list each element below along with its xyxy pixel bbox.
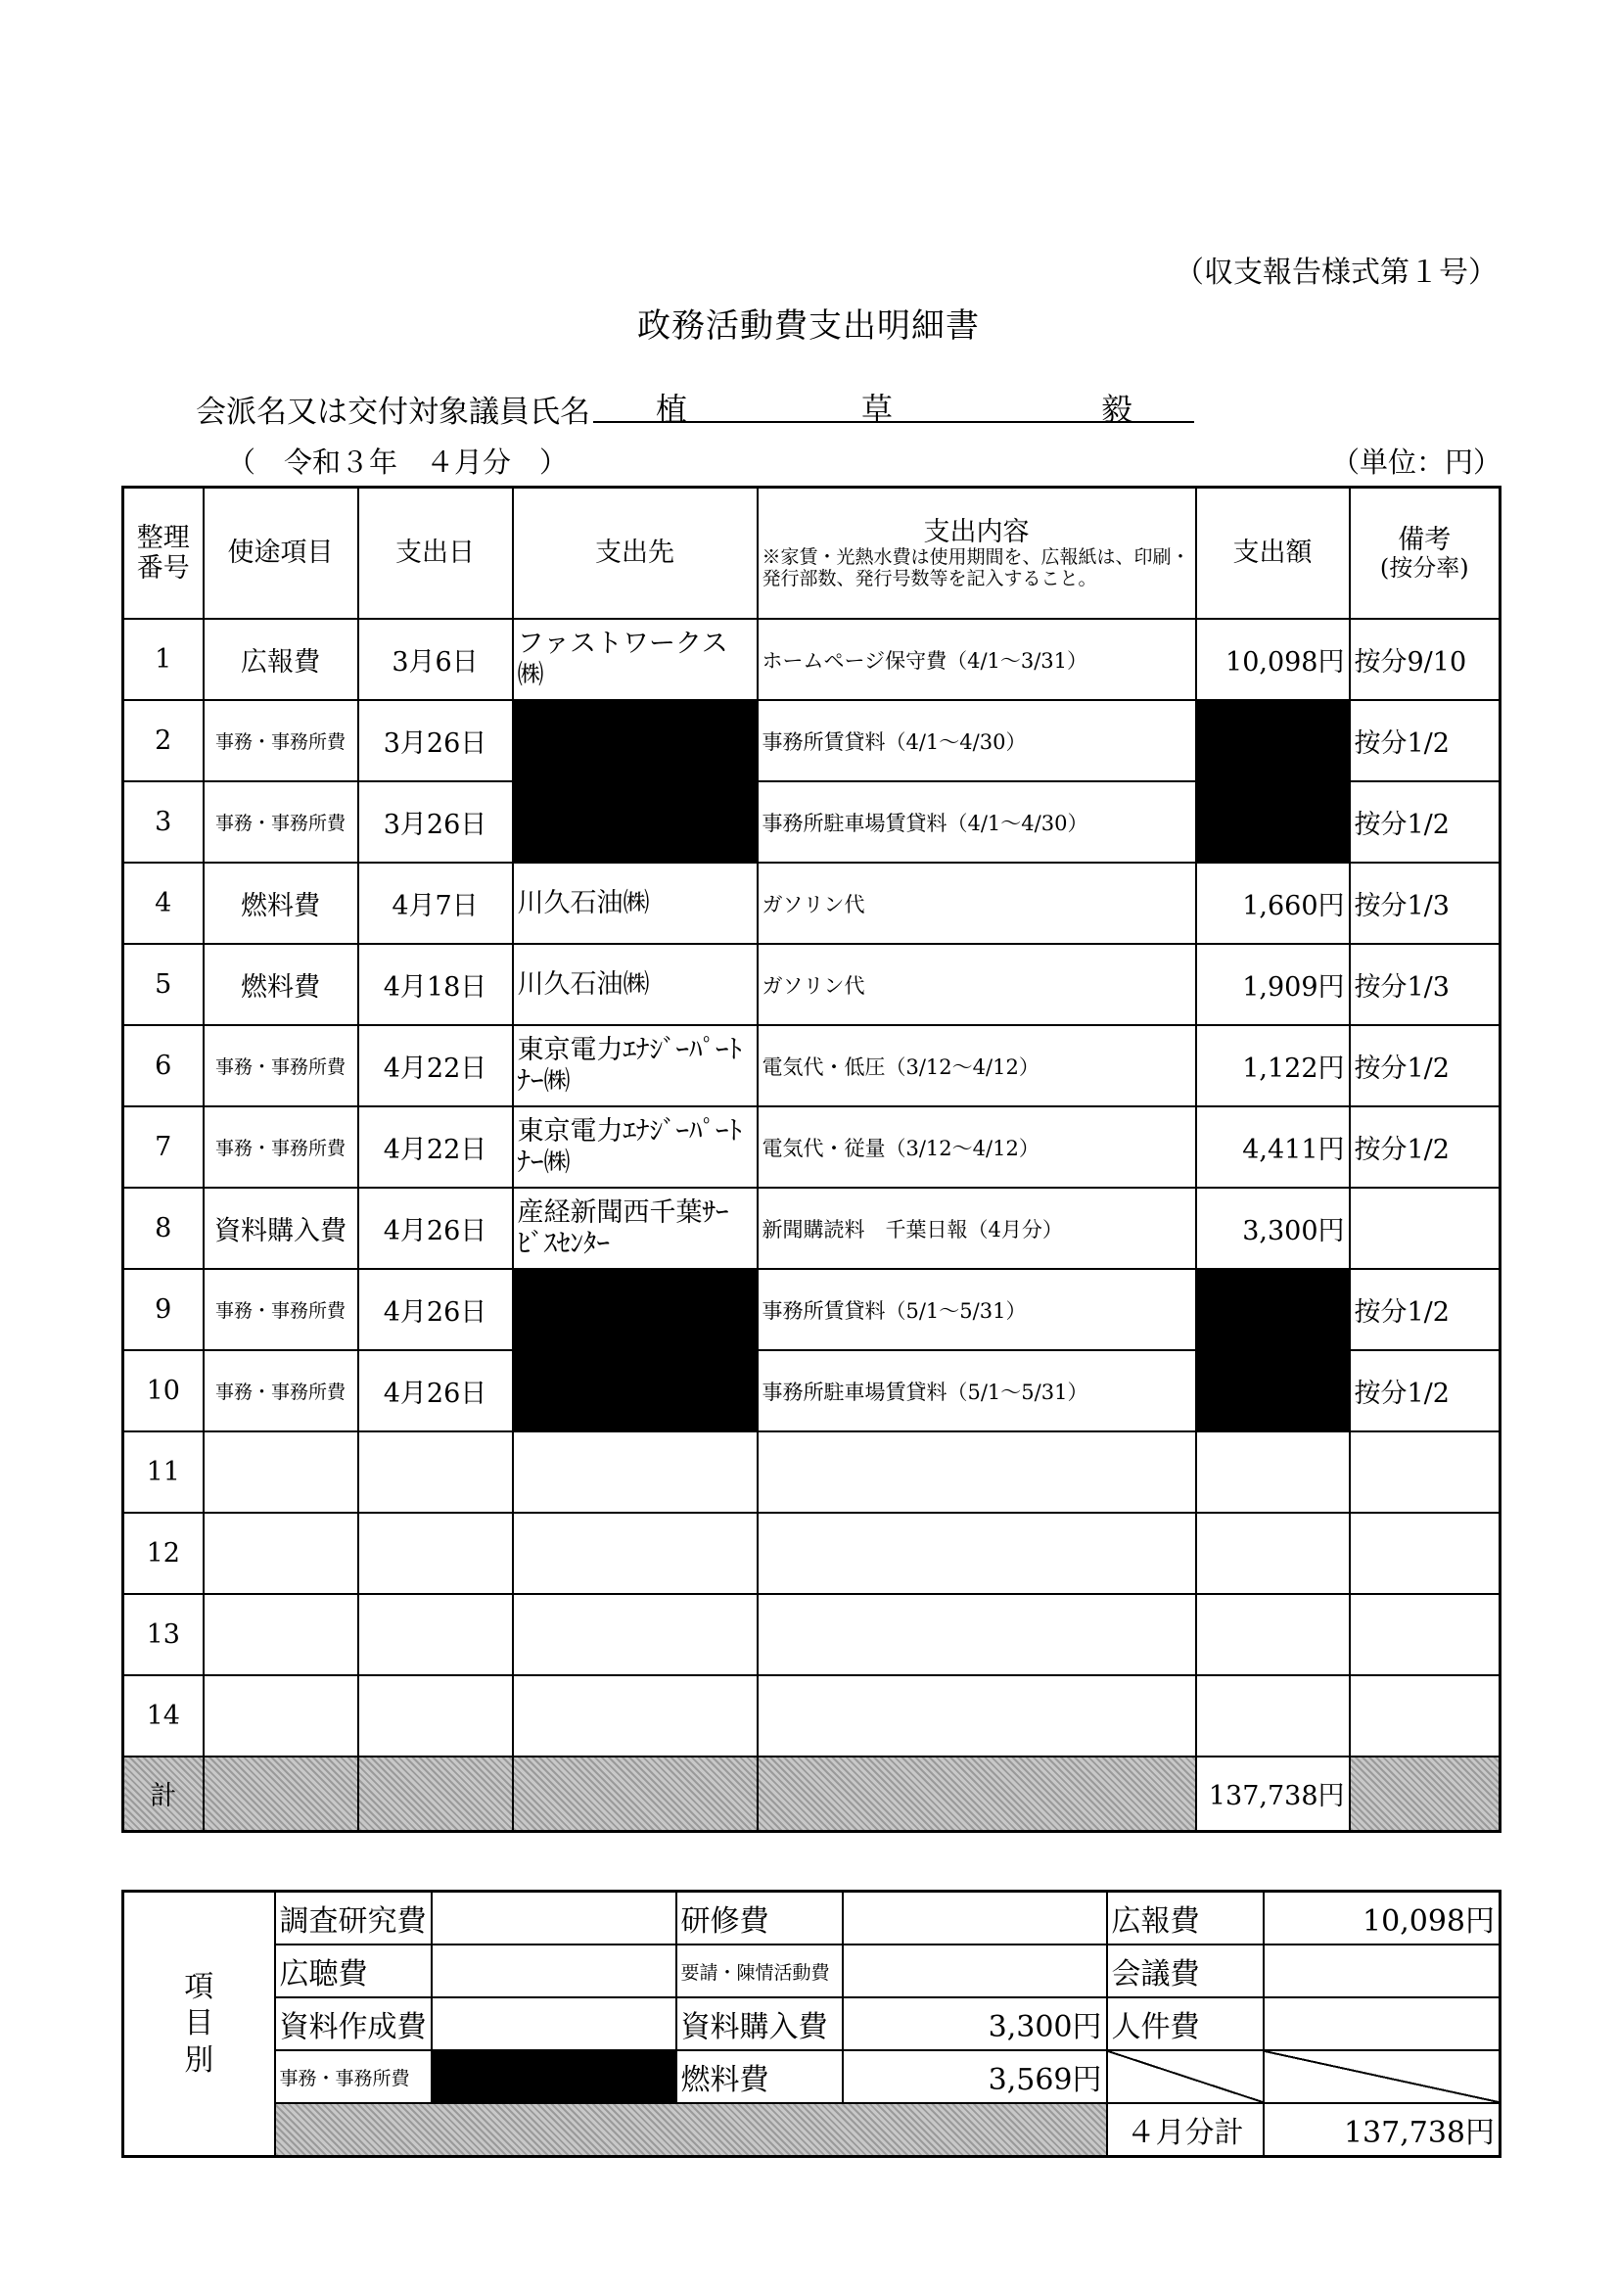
summary-hearing-label: 広聴費 [275,1945,432,1997]
table-row [123,1106,1501,1188]
row-amount [1196,1675,1350,1757]
row-content: 事務所賃貸料（5/1～5/31） [758,1269,1196,1350]
row-amount: 1,660円 [1196,863,1350,944]
table-row [123,700,1501,781]
row-remarks: 按分9/10 [1350,619,1501,700]
total-amount: 137,738円 [1196,1757,1350,1831]
row-content: 電気代・低圧（3/12～4/12） [758,1025,1196,1106]
row-item [204,1431,358,1513]
table-row [123,1594,1501,1675]
row-date [358,1431,513,1513]
row-amount [1196,1431,1350,1513]
row-date: 3月6日 [358,619,513,700]
row-item [204,1675,358,1757]
table-row [123,1188,1501,1269]
row-remarks [1350,1675,1501,1757]
row-remarks: 按分1/2 [1350,700,1501,781]
row-item: 燃料費 [204,944,358,1025]
summary-training-amount [843,1892,1107,1945]
summary-blank-slash [1264,2050,1501,2103]
row-item: 事務・事務所費 [204,1269,358,1350]
summary-petition-label: 要請・陳情活動費 [676,1945,843,1997]
row-payee: 東京電力ｴﾅｼﾞｰﾊﾟｰﾄﾅｰ㈱ [513,1025,758,1106]
row-date: 3月26日 [358,700,513,781]
row-content: ガソリン代 [758,863,1196,944]
summary-materials-make-label: 資料作成費 [275,1997,432,2050]
row-content [758,1594,1196,1675]
row-payee-redacted [513,781,758,863]
summary-label-text: 項目別 [184,1969,214,2078]
row-remarks: 按分1/3 [1350,944,1501,1025]
row-date [358,1675,513,1757]
summary-total-fill [275,2103,1107,2157]
row-date: 4月26日 [358,1350,513,1431]
summary-row [123,2050,1501,2103]
row-item: 燃料費 [204,863,358,944]
row-payee-redacted [513,700,758,781]
member-name-char: 草 [861,391,894,428]
row-amount [1196,1594,1350,1675]
row-date: 4月26日 [358,1269,513,1350]
summary-meeting-amount [1264,1945,1501,1997]
summary-row [123,1997,1501,2050]
row-no: 14 [123,1675,204,1757]
row-content [758,1675,1196,1757]
row-payee [513,1513,758,1594]
row-payee: 東京電力ｴﾅｼﾞｰﾊﾟｰﾄﾅｰ㈱ [513,1106,758,1188]
row-amount-redacted [1196,1269,1350,1350]
row-content [758,1513,1196,1594]
table-row [123,1350,1501,1431]
row-content [758,1431,1196,1513]
summary-office-label: 事務・事務所費 [275,2050,432,2103]
table-header-row [123,488,1501,620]
row-date: 4月26日 [358,1188,513,1269]
row-no: 10 [123,1350,204,1431]
row-no: 4 [123,863,204,944]
row-date: 4月7日 [358,863,513,944]
row-payee [513,1594,758,1675]
header-content [758,488,1196,620]
header-payee: 支出先 [513,488,758,620]
summary-materials-buy-label: 資料購入費 [676,1997,843,2050]
summary-meeting-label: 会議費 [1107,1945,1264,1997]
row-content: 新聞購読料 千葉日報（4月分） [758,1188,1196,1269]
form-number-label: （収支報告様式第１号） [1175,256,1498,290]
row-no: 6 [123,1025,204,1106]
row-amount: 4,411円 [1196,1106,1350,1188]
unit-label: （単位：円） [1331,445,1502,479]
row-amount-redacted [1196,781,1350,863]
summary-row [123,2103,1501,2157]
summary-row [123,1892,1501,1945]
summary-materials-make-amount [432,1997,676,2050]
total-row [123,1757,1501,1831]
total-fill [513,1757,758,1831]
row-content: 事務所駐車場賃貸料（4/1～4/30） [758,781,1196,863]
row-remarks [1350,1431,1501,1513]
row-content: ホームページ保守費（4/1～3/31） [758,619,1196,700]
table-row [123,1269,1501,1350]
summary-table [121,1890,1502,2158]
expense-table [121,486,1502,1833]
row-no: 5 [123,944,204,1025]
row-remarks: 按分1/2 [1350,781,1501,863]
row-remarks: 按分1/2 [1350,1269,1501,1350]
table-row [123,1025,1501,1106]
header-no: 整理番号 [123,488,204,620]
row-item [204,1513,358,1594]
period-label: （ 令和３年 ４月分 ） [227,445,569,479]
summary-hearing-amount [432,1945,676,1997]
summary-month-total-label: ４月分計 [1107,2103,1264,2157]
row-no: 11 [123,1431,204,1513]
row-item: 事務・事務所費 [204,781,358,863]
summary-pr-label: 広報費 [1107,1892,1264,1945]
table-row [123,863,1501,944]
row-remarks: 按分1/2 [1350,1106,1501,1188]
row-payee: 川久石油㈱ [513,944,758,1025]
row-content: 事務所賃貸料（4/1～4/30） [758,700,1196,781]
header-item: 使途項目 [204,488,358,620]
summary-materials-buy-amount: 3,300円 [843,1997,1107,2050]
row-date: 4月22日 [358,1025,513,1106]
expense-rows [123,619,1501,1757]
document-title: 政務活動費支出明細書 [637,306,980,346]
summary-personnel-label: 人件費 [1107,1997,1264,2050]
row-no: 13 [123,1594,204,1675]
header-date: 支出日 [358,488,513,620]
row-item: 事務・事務所費 [204,1350,358,1431]
table-row [123,619,1501,700]
row-date [358,1513,513,1594]
summary-pr-amount: 10,098円 [1264,1892,1501,1945]
row-no: 2 [123,700,204,781]
row-payee [513,1675,758,1757]
row-payee: 川久石油㈱ [513,863,758,944]
row-date: 4月18日 [358,944,513,1025]
row-amount: 10,098円 [1196,619,1350,700]
table-row [123,1431,1501,1513]
summary-research-label: 調査研究費 [275,1892,432,1945]
table-row [123,944,1501,1025]
row-date: 3月26日 [358,781,513,863]
row-payee-redacted [513,1350,758,1431]
header-remarks [1350,488,1501,620]
header-amount: 支出額 [1196,488,1350,620]
header-content-title: 支出内容 [923,517,1030,548]
row-payee: ファストワークス㈱ [513,619,758,700]
header-content-note: ※家賃・光熱水費は使用期間を、広報紙は、印刷・発行部数、発行号数等を記入すること。 [762,546,1190,589]
total-fill [204,1757,358,1831]
row-remarks [1350,1188,1501,1269]
table-row [123,781,1501,863]
total-fill [358,1757,513,1831]
row-item: 事務・事務所費 [204,700,358,781]
summary-research-amount [432,1892,676,1945]
row-amount: 3,300円 [1196,1188,1350,1269]
row-no: 7 [123,1106,204,1188]
total-fill [1350,1757,1501,1831]
row-no: 3 [123,781,204,863]
row-date [358,1594,513,1675]
row-item: 事務・事務所費 [204,1025,358,1106]
summary-personnel-amount [1264,1997,1501,2050]
row-item: 資料購入費 [204,1188,358,1269]
row-no: 12 [123,1513,204,1594]
summary-fuel-label: 燃料費 [676,2050,843,2103]
row-item: 広報費 [204,619,358,700]
row-item: 事務・事務所費 [204,1106,358,1188]
row-content: 事務所駐車場賃貸料（5/1～5/31） [758,1350,1196,1431]
row-amount: 1,122円 [1196,1025,1350,1106]
summary-fuel-amount: 3,569円 [843,2050,1107,2103]
summary-blank-slash [1107,2050,1264,2103]
row-amount: 1,909円 [1196,944,1350,1025]
table-row [123,1675,1501,1757]
summary-training-label: 研修費 [676,1892,843,1945]
row-payee [513,1431,758,1513]
row-payee-redacted [513,1269,758,1350]
member-name-label: 会派名又は交付対象議員氏名 [196,395,590,430]
total-fill [758,1757,1196,1831]
member-name-char: 毅 [1101,391,1133,428]
row-remarks: 按分1/2 [1350,1025,1501,1106]
header-remarks-sub: (按分率) [1379,553,1469,582]
table-row [123,1513,1501,1594]
summary-label [123,1892,275,2157]
row-remarks: 按分1/3 [1350,863,1501,944]
total-label: 計 [123,1757,204,1831]
row-amount [1196,1513,1350,1594]
row-content: 電気代・従量（3/12～4/12） [758,1106,1196,1188]
summary-office-amount-redacted [432,2050,676,2103]
row-remarks [1350,1513,1501,1594]
row-payee: 産経新聞西千葉ｻｰﾋﾞｽｾﾝﾀｰ [513,1188,758,1269]
summary-month-total-amount: 137,738円 [1264,2103,1501,2157]
row-no: 9 [123,1269,204,1350]
row-content: ガソリン代 [758,944,1196,1025]
summary-petition-amount [843,1945,1107,1997]
summary-row [123,1945,1501,1997]
row-amount-redacted [1196,700,1350,781]
row-remarks [1350,1594,1501,1675]
row-no: 8 [123,1188,204,1269]
member-name-char: 植 [656,391,688,428]
row-no: 1 [123,619,204,700]
header-remarks-title: 備考 [1398,524,1452,555]
row-item [204,1594,358,1675]
row-amount-redacted [1196,1350,1350,1431]
row-remarks: 按分1/2 [1350,1350,1501,1431]
row-date: 4月22日 [358,1106,513,1188]
